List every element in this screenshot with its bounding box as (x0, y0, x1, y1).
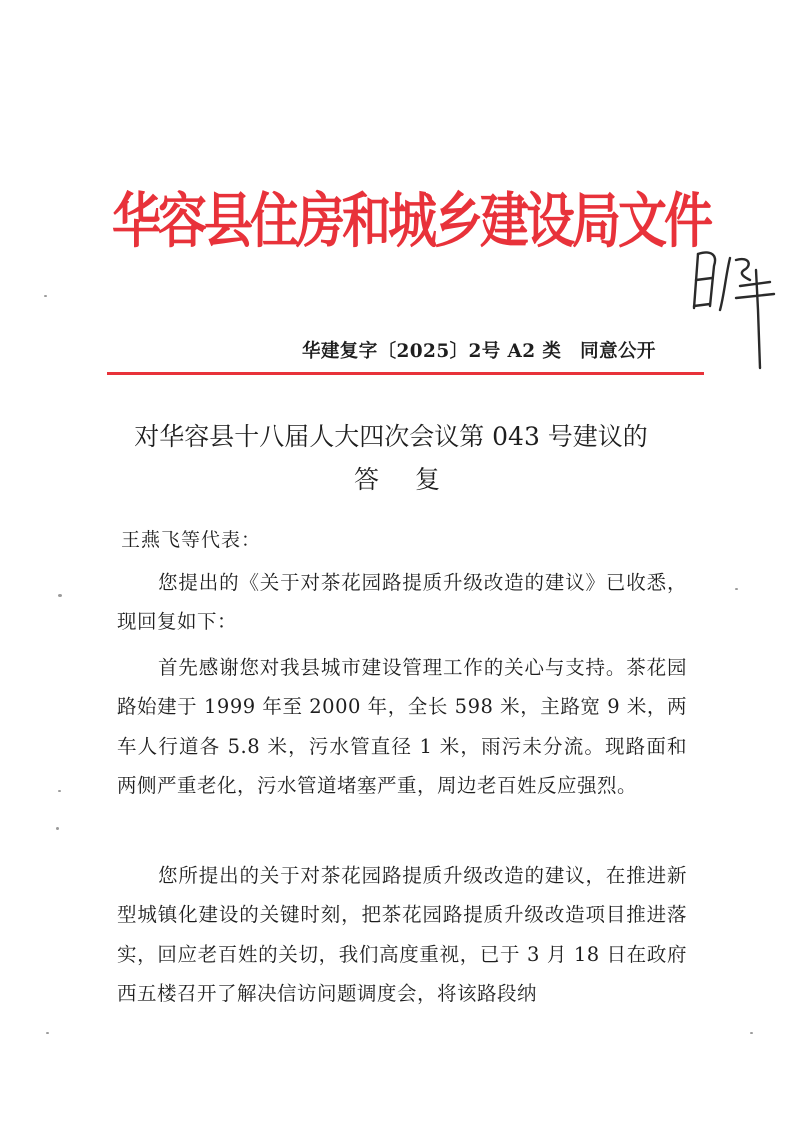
scan-speck (58, 594, 62, 597)
paragraph-2: 首先感谢您对我县城市建设管理工作的关心与支持。茶花园路始建于 1999 年至 2000 年，全长 598 米，主路宽 9 米，两车人行道各 5.8 米，污水管直径 1 米，雨污未分流。现路面和两侧严重老化，污水管道堵塞严重，周边老百姓反应强烈。 (117, 656, 687, 797)
paragraph-1: 您提出的《关于对茶花园路提质升级改造的建议》已收悉，现回复如下： (117, 571, 687, 634)
document-number: 华建复字〔2025〕2号 A2 类 同意公开 (302, 341, 656, 362)
scan-speck (58, 790, 61, 792)
org-header-title: 华容县住房和城乡建设局文件 (112, 185, 711, 257)
reply-title-line-1: 对华容县十八届人大四次会议第 043 号建议的 (134, 422, 648, 451)
paragraph-3: 您所提出的关于对茶花园路提质升级改造的建议，在推进新型城镇化建设的关键时刻，把茶花园路提质升级改造项目推进落实，回应老百姓的关切，我们高度重视，已于 3 月 18 日在政府西五楼召开了解决信访问题调度会，将该路段纳 (117, 864, 687, 1005)
scan-speck (750, 1032, 753, 1034)
salutation: 王燕飞等代表： (121, 529, 262, 551)
scan-speck (46, 1032, 49, 1034)
scan-speck (44, 295, 47, 297)
header-divider (107, 372, 704, 375)
scan-speck (735, 588, 738, 590)
scan-speck (56, 827, 59, 830)
handwritten-signature (680, 240, 780, 380)
reply-title-line-2: 答复 (353, 465, 476, 494)
